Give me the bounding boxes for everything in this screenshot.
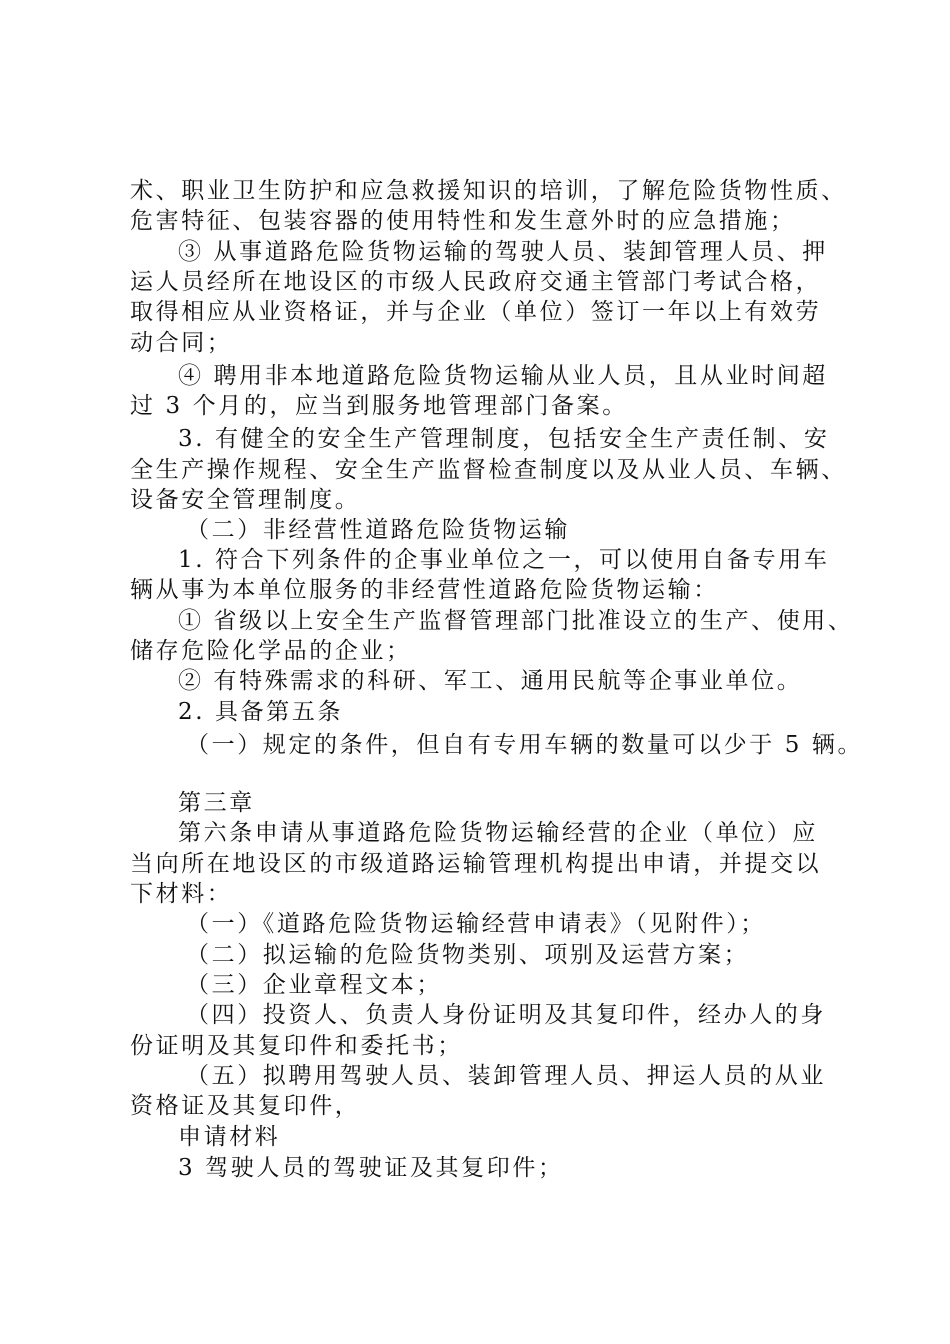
text-line: 辆从事为本单位服务的非经营性道路危险货物运输： bbox=[130, 577, 719, 603]
list-item: （一）《道路危险货物运输经营申请表》（见附件）； bbox=[186, 911, 766, 937]
text-line: 取得相应从业资格证，并与企业（单位）签订一年以上有效劳 bbox=[130, 299, 822, 325]
text-line: 设备安全管理制度。 bbox=[130, 487, 361, 513]
text-line: ① 省级以上安全生产监督管理部门批准设立的生产、使用、 bbox=[178, 608, 854, 634]
list-item: （四）投资人、负责人身份证明及其复印件，经办人的身 bbox=[186, 1002, 826, 1028]
chapter-heading: 第三章 bbox=[178, 790, 255, 816]
text-line: 储存危险化学品的企业； bbox=[130, 638, 412, 664]
text-line: 份证明及其复印件和委托书； bbox=[130, 1033, 463, 1059]
section-heading: （二）非经营性道路危险货物运输 bbox=[186, 517, 570, 543]
text-line: 下材料： bbox=[130, 881, 233, 907]
text-line: 3 驾驶人员的驾驶证及其复印件； bbox=[178, 1155, 564, 1181]
text-line: 全生产操作规程、安全生产监督检查制度以及从业人员、车辆、 bbox=[130, 457, 847, 483]
text-line: 3. 有健全的安全生产管理制度，包括安全生产责任制、安 bbox=[178, 426, 830, 452]
text-line: 当向所在地设区的市级道路运输管理机构提出申请，并提交以 bbox=[130, 851, 822, 877]
text-line: 申请材料 bbox=[178, 1124, 281, 1150]
text-line: 危害特征、包装容器的使用特性和发生意外时的应急措施； bbox=[130, 208, 796, 234]
text-line: ② 有特殊需求的科研、军工、通用民航等企事业单位。 bbox=[178, 668, 803, 694]
text-line: ④ 聘用非本地道路危险货物运输从业人员，且从业时间超 bbox=[178, 363, 828, 389]
text-line: 资格证及其复印件， bbox=[130, 1093, 361, 1119]
text-line: 1. 符合下列条件的企事业单位之一，可以使用自备专用车 bbox=[178, 547, 830, 573]
text-line: 第六条申请从事道路危险货物运输经营的企业（单位）应 bbox=[178, 820, 818, 846]
text-line: 动合同； bbox=[130, 330, 233, 356]
text-line: 2. 具备第五条 bbox=[178, 699, 344, 725]
list-item: （五）拟聘用驾驶人员、装卸管理人员、押运人员的从业 bbox=[186, 1063, 826, 1089]
text-line: 过 3 个月的，应当到服务地管理部门备案。 bbox=[130, 393, 628, 419]
list-item: （二）拟运输的危险货物类别、项别及运营方案； bbox=[186, 942, 750, 968]
list-item: （三）企业章程文本； bbox=[186, 972, 442, 998]
text-line: 术、职业卫生防护和应急救援知识的培训，了解危险货物性质、 bbox=[130, 178, 847, 204]
text-line: 运人员经所在地设区的市级人民政府交通主管部门考试合格， bbox=[130, 269, 822, 295]
text-line: （一）规定的条件，但自有专用车辆的数量可以少于 5 辆。 bbox=[186, 732, 864, 758]
text-line: ③ 从事道路危险货物运输的驾驶人员、装卸管理人员、押 bbox=[178, 239, 828, 265]
